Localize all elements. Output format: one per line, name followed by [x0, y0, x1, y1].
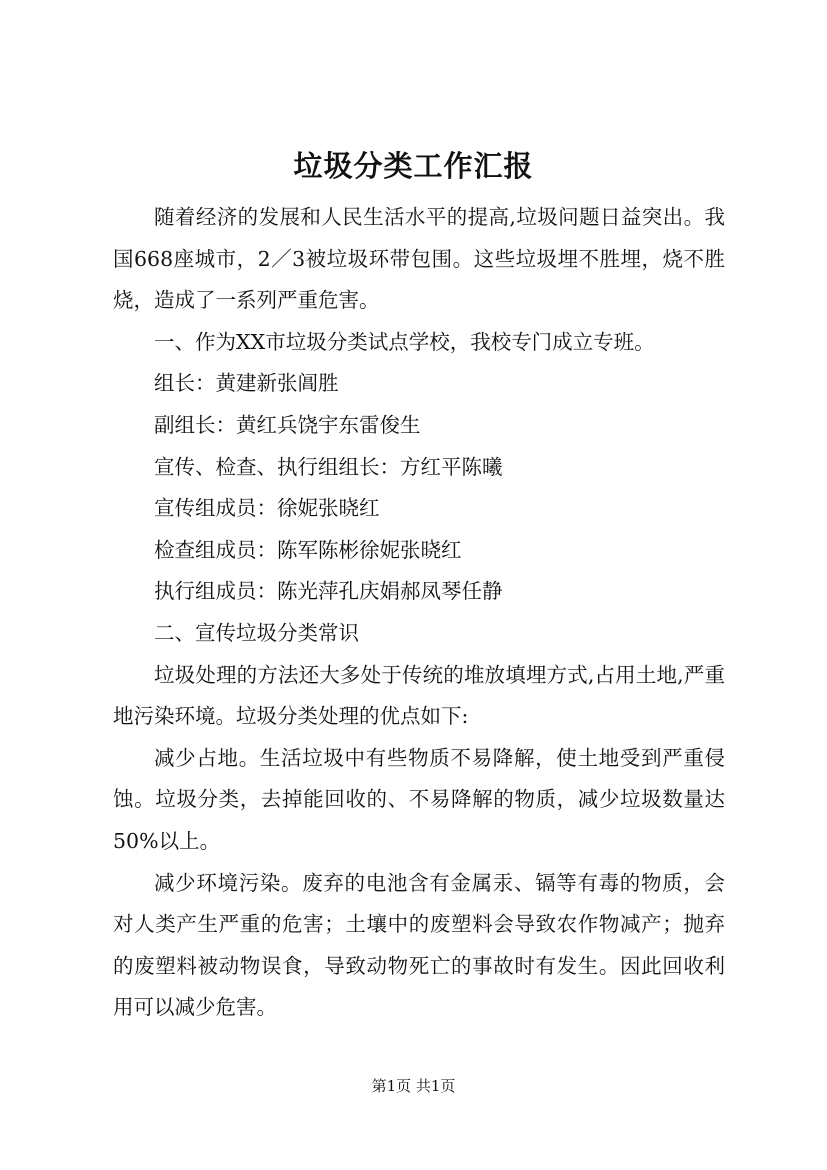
paragraph-execution-members: 执行组成员：陈光萍孔庆娟郝凤琴任静: [154, 579, 503, 604]
paragraph-leader: 组长：黄建新张阊胜: [154, 371, 339, 396]
paragraph-group-leaders: 宣传、检查、执行组组长：方红平陈曦: [154, 454, 503, 479]
paragraph-section-two: 二、宣传垃圾分类常识: [154, 620, 359, 645]
paragraph-disposal-methods: 垃圾处理的方法还大多处于传统的堆放填埋方式,占用土地,严重地污染环境。垃圾分类处理的优点如下:: [113, 662, 725, 729]
paragraph-section-one: 一、作为XX市垃圾分类试点学校，我校专门成立专班。: [154, 329, 655, 354]
paragraph-reduce-land: 减少占地。生活垃圾中有些物质不易降解，使土地受到严重侵蚀。垃圾分类，去掉能回收的、不易降解的物质，减少垃圾数量达50%以上。: [113, 745, 725, 853]
document-body: [113, 197, 725, 1029]
document-title: 垃圾分类工作汇报: [293, 149, 534, 183]
paragraph-inspection-members: 检查组成员：陈军陈彬徐妮张晓红: [154, 537, 462, 562]
paragraph-deputy-leader: 副组长：黄红兵饶宇东雷俊生: [154, 412, 421, 437]
paragraph-reduce-pollution: 减少环境污染。废弃的电池含有金属汞、镉等有毒的物质，会对人类产生严重的危害；土壤中的废塑料会导致农作物减产；抛弃的废塑料被动物误食，导致动物死亡的事故时有发生。因此回收利用可以减少危害。: [113, 870, 725, 1020]
paragraph-publicity-members: 宣传组成员：徐妮张晓红: [154, 496, 380, 521]
paragraph-intro: 随着经济的发展和人民生活水平的提高,垃圾问题日益突出。我国668座城市，2／3被垃圾环带包围。这些垃圾埋不胜埋，烧不胜烧，造成了一系列严重危害。: [113, 205, 725, 313]
page-footer: 第1页 共1页: [371, 1077, 456, 1095]
